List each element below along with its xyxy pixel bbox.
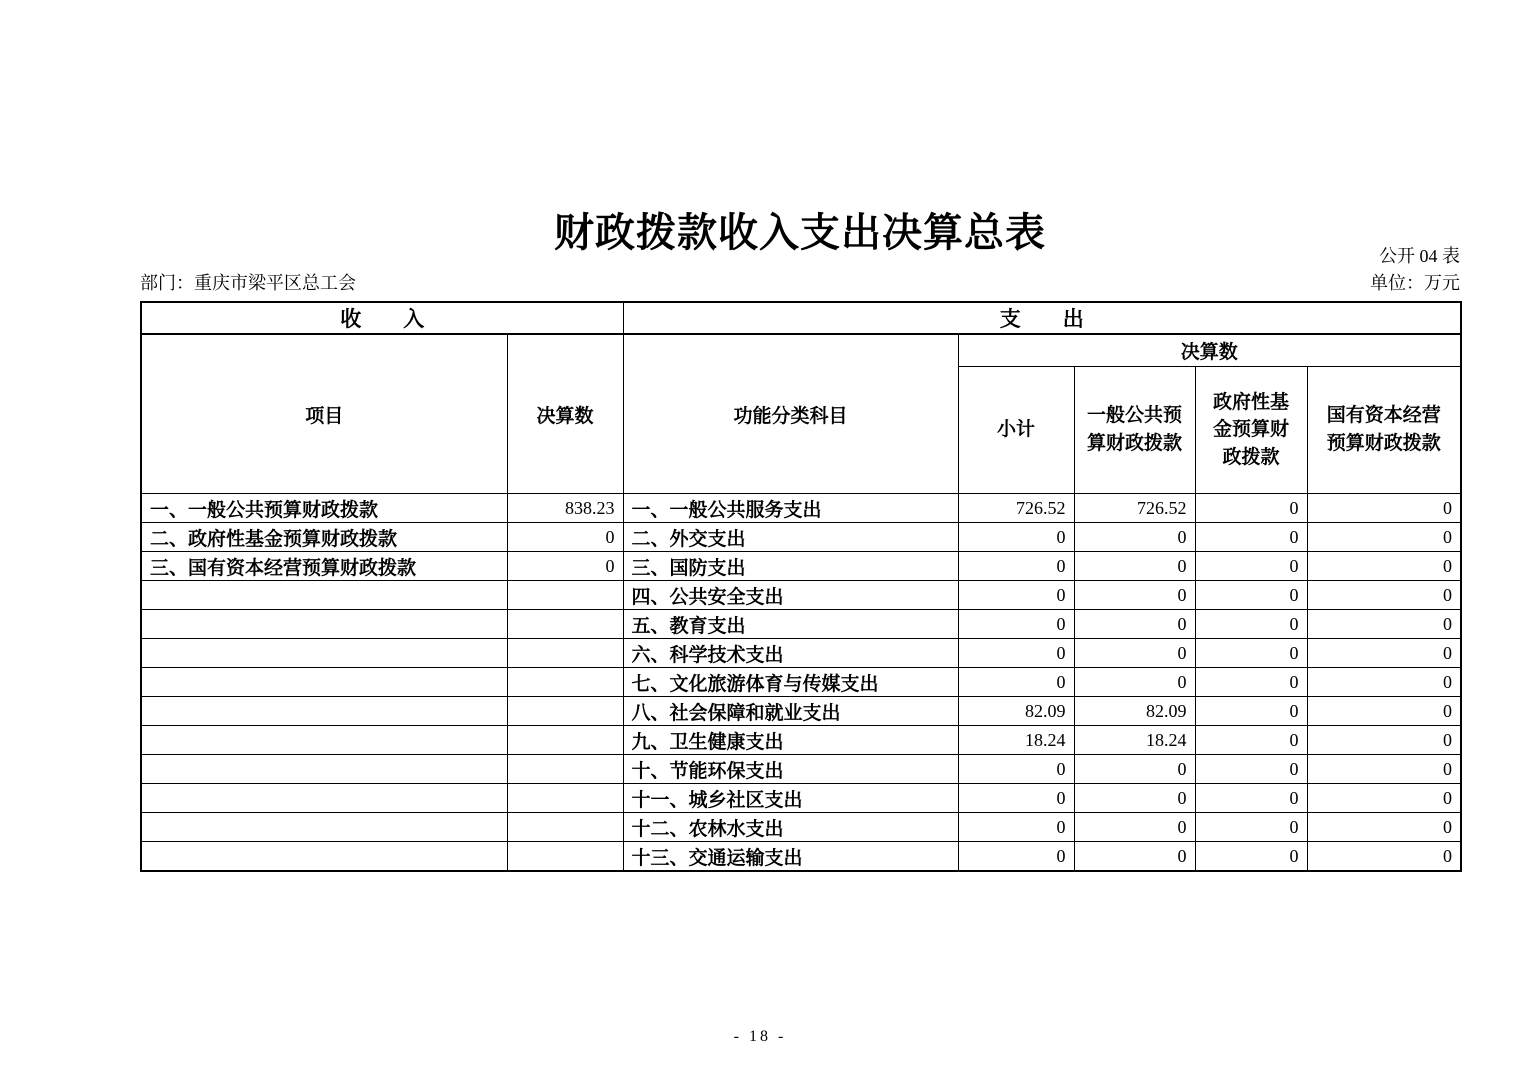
expense-general-budget-cell: 0 (1074, 552, 1195, 581)
income-item-cell (141, 784, 507, 813)
expense-subtotal-cell: 0 (958, 581, 1074, 610)
expense-gov-fund-cell: 0 (1195, 813, 1307, 842)
table-row (141, 610, 1461, 639)
page-number: - 18 - (733, 1028, 787, 1045)
expense-general-budget-cell: 18.24 (1074, 726, 1195, 755)
table-row (141, 523, 1461, 552)
expense-item-cell: 十一、城乡社区支出 (623, 784, 958, 813)
expense-state-capital-cell: 0 (1307, 639, 1461, 668)
expense-subtotal-cell: 0 (958, 668, 1074, 697)
expense-state-capital-cell: 0 (1307, 784, 1461, 813)
expense-general-budget-cell: 0 (1074, 784, 1195, 813)
expense-subtotal-cell: 0 (958, 523, 1074, 552)
expense-subtotal-cell: 726.52 (958, 494, 1074, 523)
income-item-cell (141, 726, 507, 755)
expense-item-cell: 八、社会保障和就业支出 (623, 697, 958, 726)
income-item-cell (141, 842, 507, 872)
income-value-cell (507, 639, 623, 668)
department-label: 部门：重庆市梁平区总工会 (140, 273, 356, 293)
expense-item-cell: 四、公共安全支出 (623, 581, 958, 610)
income-value-cell: 0 (507, 523, 623, 552)
table-row (141, 842, 1461, 872)
expense-gov-fund-cell: 0 (1195, 784, 1307, 813)
expense-item-column-header: 功能分类科目 (623, 334, 958, 494)
expense-gov-fund-cell: 0 (1195, 639, 1307, 668)
table-row (141, 784, 1461, 813)
gov-fund-column-header: 政府性基金预算财政拨款 (1195, 367, 1307, 494)
expense-general-budget-cell: 0 (1074, 842, 1195, 872)
income-item-column-header: 项目 (141, 334, 507, 494)
income-value-cell (507, 755, 623, 784)
unit-label: 单位：万元 (1370, 273, 1460, 293)
expense-state-capital-cell: 0 (1307, 813, 1461, 842)
expense-item-cell: 五、教育支出 (623, 610, 958, 639)
income-value-cell (507, 784, 623, 813)
expense-item-cell: 六、科学技术支出 (623, 639, 958, 668)
income-item-cell (141, 581, 507, 610)
expense-state-capital-cell: 0 (1307, 668, 1461, 697)
expense-gov-fund-cell: 0 (1195, 494, 1307, 523)
section-header-row (141, 302, 1461, 334)
income-value-cell (507, 842, 623, 872)
expense-gov-fund-cell: 0 (1195, 697, 1307, 726)
expense-value-group-header: 决算数 (958, 334, 1461, 367)
table-row (141, 726, 1461, 755)
expense-item-cell: 一、一般公共服务支出 (623, 494, 958, 523)
expense-general-budget-cell: 0 (1074, 581, 1195, 610)
expense-gov-fund-cell: 0 (1195, 726, 1307, 755)
column-group-row (141, 334, 1461, 367)
expense-gov-fund-cell: 0 (1195, 523, 1307, 552)
expense-gov-fund-cell: 0 (1195, 668, 1307, 697)
income-item-cell: 一、一般公共预算财政拨款 (141, 494, 507, 523)
income-item-cell: 三、国有资本经营预算财政拨款 (141, 552, 507, 581)
expense-section-header: 支 出 (623, 302, 1461, 334)
income-item-cell (141, 697, 507, 726)
expense-subtotal-cell: 0 (958, 610, 1074, 639)
expense-subtotal-cell: 0 (958, 842, 1074, 872)
expense-state-capital-cell: 0 (1307, 494, 1461, 523)
expense-item-cell: 七、文化旅游体育与传媒支出 (623, 668, 958, 697)
expense-state-capital-cell: 0 (1307, 610, 1461, 639)
expense-item-cell: 三、国防支出 (623, 552, 958, 581)
expense-state-capital-cell: 0 (1307, 581, 1461, 610)
expense-general-budget-cell: 0 (1074, 755, 1195, 784)
expense-subtotal-cell: 82.09 (958, 697, 1074, 726)
expense-subtotal-cell: 0 (958, 639, 1074, 668)
expense-gov-fund-cell: 0 (1195, 755, 1307, 784)
expense-state-capital-cell: 0 (1307, 755, 1461, 784)
table-row (141, 581, 1461, 610)
table-row (141, 552, 1461, 581)
table-row (141, 668, 1461, 697)
expense-gov-fund-cell: 0 (1195, 610, 1307, 639)
expense-general-budget-cell: 0 (1074, 813, 1195, 842)
table-row (141, 697, 1461, 726)
income-item-cell (141, 813, 507, 842)
expense-subtotal-cell: 0 (958, 755, 1074, 784)
table-row (141, 639, 1461, 668)
meta-row (140, 273, 1460, 295)
expense-gov-fund-cell: 0 (1195, 842, 1307, 872)
expense-item-cell: 十、节能环保支出 (623, 755, 958, 784)
expense-subtotal-cell: 0 (958, 552, 1074, 581)
income-value-cell (507, 726, 623, 755)
expense-item-cell: 十二、农林水支出 (623, 813, 958, 842)
expense-gov-fund-cell: 0 (1195, 581, 1307, 610)
expense-item-cell: 十三、交通运输支出 (623, 842, 958, 872)
table-code-label: 公开 04 表 (1379, 246, 1460, 266)
income-value-cell (507, 668, 623, 697)
income-item-cell (141, 755, 507, 784)
income-value-cell: 838.23 (507, 494, 623, 523)
income-value-cell: 0 (507, 552, 623, 581)
subtotal-column-header: 小计 (958, 367, 1074, 494)
income-item-cell (141, 610, 507, 639)
income-value-cell (507, 581, 623, 610)
expense-general-budget-cell: 726.52 (1074, 494, 1195, 523)
expense-state-capital-cell: 0 (1307, 726, 1461, 755)
expense-subtotal-cell: 0 (958, 784, 1074, 813)
table-row (141, 813, 1461, 842)
expense-item-cell: 九、卫生健康支出 (623, 726, 958, 755)
income-section-header: 收 入 (141, 302, 623, 334)
table-row (141, 755, 1461, 784)
page-title: 财政拨款收入支出决算总表 (554, 209, 1046, 255)
income-value-cell (507, 610, 623, 639)
expense-item-cell: 二、外交支出 (623, 523, 958, 552)
expense-state-capital-cell: 0 (1307, 697, 1461, 726)
general-budget-column-header: 一般公共预算财政拨款 (1074, 367, 1195, 494)
income-item-cell: 二、政府性基金预算财政拨款 (141, 523, 507, 552)
expense-general-budget-cell: 0 (1074, 668, 1195, 697)
income-value-cell (507, 813, 623, 842)
expense-general-budget-cell: 0 (1074, 639, 1195, 668)
expense-state-capital-cell: 0 (1307, 842, 1461, 872)
income-item-cell (141, 639, 507, 668)
expense-subtotal-cell: 18.24 (958, 726, 1074, 755)
income-value-cell (507, 697, 623, 726)
expense-general-budget-cell: 82.09 (1074, 697, 1195, 726)
expense-state-capital-cell: 0 (1307, 552, 1461, 581)
expense-gov-fund-cell: 0 (1195, 552, 1307, 581)
income-item-cell (141, 668, 507, 697)
expense-general-budget-cell: 0 (1074, 610, 1195, 639)
state-capital-column-header: 国有资本经营预算财政拨款 (1307, 367, 1461, 494)
income-value-column-header: 决算数 (507, 334, 623, 494)
table-row (141, 494, 1461, 523)
expense-general-budget-cell: 0 (1074, 523, 1195, 552)
fiscal-summary-table (140, 301, 1462, 872)
expense-subtotal-cell: 0 (958, 813, 1074, 842)
expense-state-capital-cell: 0 (1307, 523, 1461, 552)
